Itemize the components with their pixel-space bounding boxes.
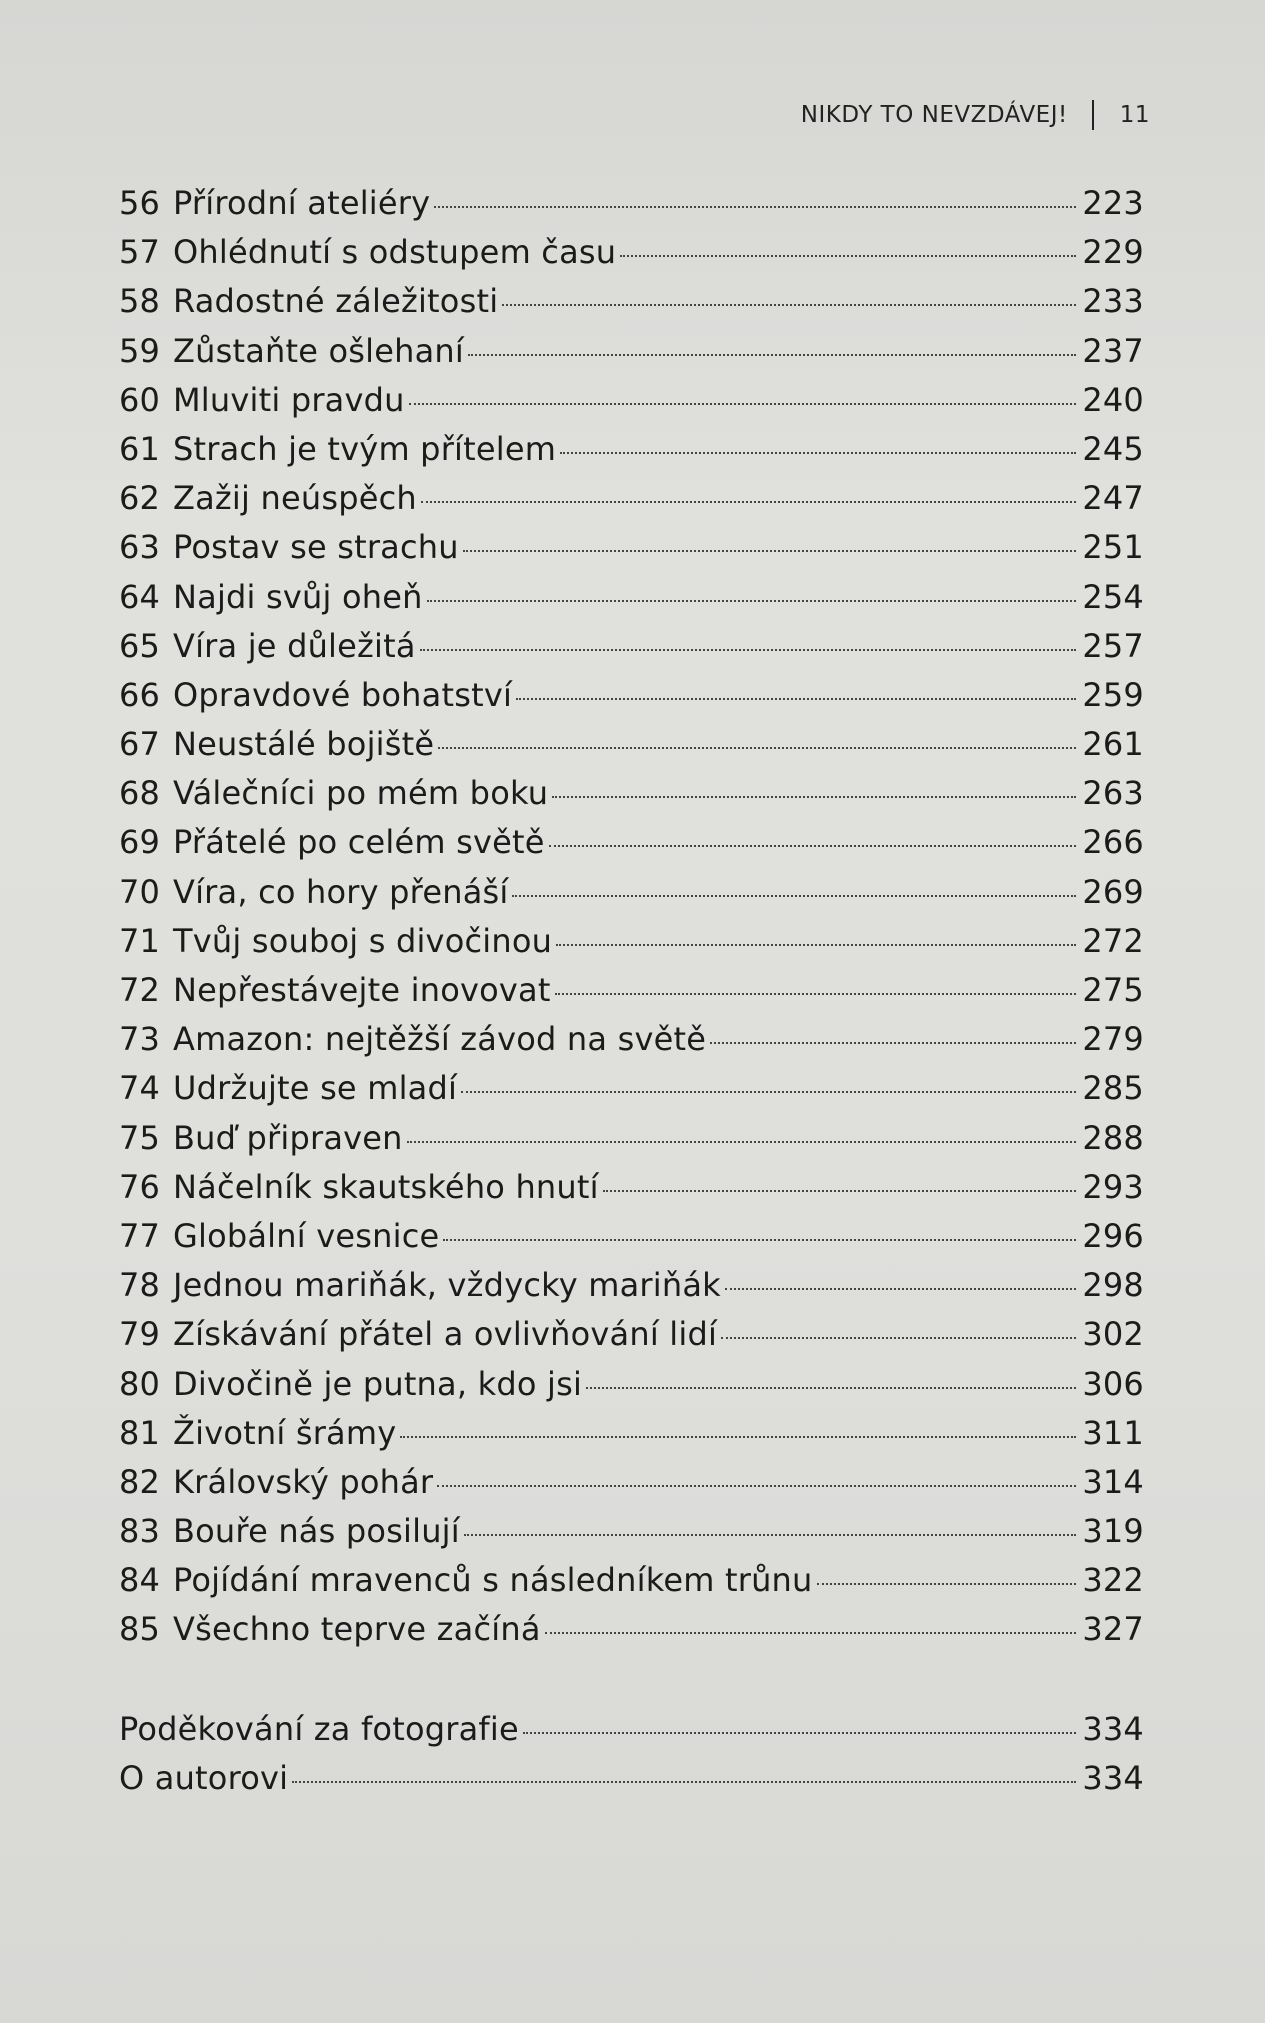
running-title: NIKDY TO NEVZDÁVEJ!: [800, 102, 1068, 128]
toc-entry: [119, 179, 1144, 228]
back-matter-page-number: 334: [1082, 1758, 1144, 1797]
toc-entry: [119, 966, 1144, 1015]
toc-entry: [119, 1458, 1144, 1507]
chapter-title: Opravdové bohatství: [173, 675, 513, 714]
toc-entry: [119, 327, 1144, 376]
toc-entry: [119, 474, 1144, 523]
chapter-page-number: 285: [1082, 1069, 1144, 1108]
chapter-title: Tvůj souboj s divočinou: [173, 921, 553, 960]
chapter-number: 63: [119, 528, 161, 567]
chapter-page-number: 302: [1082, 1315, 1144, 1354]
chapter-page-number: 296: [1082, 1216, 1144, 1255]
toc-entry: [119, 228, 1144, 277]
dot-leader: [464, 1534, 1076, 1536]
chapter-title: Strach je tvým přítelem: [173, 429, 557, 468]
dot-leader: [409, 403, 1077, 405]
chapter-page-number: 254: [1082, 577, 1144, 616]
chapter-title: Víra, co hory přenáší: [173, 872, 509, 911]
chapter-page-number: 245: [1082, 429, 1144, 468]
chapter-title: Udržujte se mladí: [173, 1069, 458, 1108]
dot-leader: [545, 1632, 1077, 1634]
dot-leader: [516, 698, 1076, 700]
dot-leader: [437, 1485, 1076, 1487]
chapter-number: 75: [119, 1118, 161, 1157]
dot-leader: [552, 796, 1076, 798]
dot-leader: [603, 1190, 1077, 1192]
toc-entry: [119, 917, 1144, 966]
chapter-page-number: 279: [1082, 1020, 1144, 1059]
dot-leader: [725, 1288, 1076, 1290]
chapter-title: Amazon: nejtěžší závod na světě: [173, 1020, 707, 1059]
back-matter-title: Poděkování za fotografie: [119, 1709, 519, 1748]
chapter-number: 58: [119, 282, 161, 321]
chapter-title: Víra je důležitá: [173, 626, 416, 665]
chapter-page-number: 233: [1082, 282, 1144, 321]
dot-leader: [463, 550, 1077, 552]
chapter-title: Zažij neúspěch: [173, 479, 417, 518]
dot-leader: [620, 255, 1076, 257]
chapter-title: Přátelé po celém světě: [173, 823, 545, 862]
dot-leader: [586, 1387, 1076, 1389]
dot-leader: [421, 501, 1076, 503]
chapter-page-number: 251: [1082, 528, 1144, 567]
chapter-title: Divočině je putna, kdo jsi: [173, 1364, 583, 1403]
toc-entry: [119, 523, 1144, 572]
toc-entry: [119, 1163, 1144, 1212]
chapter-page-number: 311: [1082, 1413, 1144, 1452]
dot-leader: [292, 1781, 1076, 1783]
dot-leader: [400, 1436, 1076, 1438]
back-matter-entry: [119, 1705, 1144, 1754]
chapter-page-number: 263: [1082, 774, 1144, 813]
toc-entry: [119, 1310, 1144, 1359]
chapter-number: 61: [119, 429, 161, 468]
chapter-title: Postav se strachu: [173, 528, 459, 567]
chapter-page-number: 237: [1082, 331, 1144, 370]
chapter-number: 77: [119, 1216, 161, 1255]
dot-leader: [512, 895, 1076, 897]
chapter-page-number: 272: [1082, 921, 1144, 960]
chapter-page-number: 223: [1082, 184, 1144, 222]
chapter-page-number: 319: [1082, 1512, 1144, 1551]
dot-leader: [710, 1042, 1076, 1044]
chapter-title: Získávání přátel a ovlivňování lidí: [173, 1315, 718, 1354]
chapter-title: Pojídání mravenců s následníkem trůnu: [173, 1561, 813, 1600]
chapter-title: Nepřestávejte inovovat: [173, 971, 551, 1009]
dot-leader: [407, 1141, 1077, 1143]
chapter-page-number: 247: [1082, 479, 1144, 518]
chapter-page-number: 327: [1082, 1610, 1144, 1649]
back-matter-list: [119, 1705, 1144, 1803]
chapter-page-number: 240: [1082, 380, 1144, 419]
toc-entry: [119, 1064, 1144, 1113]
toc-entry: [119, 622, 1144, 671]
chapter-number: 65: [119, 626, 161, 665]
section-gap: [119, 1655, 1144, 1705]
chapter-number: 83: [119, 1512, 161, 1551]
toc-entry: [119, 277, 1144, 326]
chapter-title: Jednou mariňák, vždycky mariňák: [173, 1266, 721, 1305]
chapter-number: 71: [119, 921, 161, 960]
toc-entry: [119, 1261, 1144, 1310]
toc-entry: [119, 573, 1144, 622]
dot-leader: [438, 747, 1076, 749]
table-of-contents: [119, 179, 1144, 1803]
chapter-number: 85: [119, 1610, 161, 1649]
chapter-number: 84: [119, 1561, 161, 1600]
chapter-page-number: 293: [1082, 1167, 1144, 1206]
running-head: [801, 100, 1150, 130]
back-matter-entry: [119, 1754, 1144, 1803]
toc-entry: [119, 1360, 1144, 1409]
chapter-title: Buď připraven: [173, 1118, 403, 1157]
toc-entry: [119, 1114, 1144, 1163]
chapter-number: 72: [119, 971, 161, 1009]
chapter-number: 73: [119, 1020, 161, 1059]
dot-leader: [721, 1337, 1076, 1339]
back-matter-page-number: 334: [1082, 1709, 1144, 1748]
chapter-number: 82: [119, 1462, 161, 1501]
toc-entry: [119, 1507, 1144, 1556]
chapter-number: 60: [119, 380, 161, 419]
chapter-title: Najdi svůj oheň: [173, 577, 423, 616]
chapter-number: 79: [119, 1315, 161, 1354]
toc-entry: [119, 671, 1144, 720]
chapter-number: 67: [119, 725, 161, 764]
toc-entry: [119, 1605, 1144, 1654]
chapter-number: 69: [119, 823, 161, 862]
dot-leader: [434, 206, 1076, 208]
chapter-title: Náčelník skautského hnutí: [173, 1167, 599, 1206]
dot-leader: [420, 649, 1077, 651]
toc-entry: [119, 425, 1144, 474]
chapter-page-number: 314: [1082, 1462, 1144, 1501]
chapter-title: Mluviti pravdu: [173, 380, 405, 419]
chapter-title: Ohlédnutí s odstupem času: [173, 233, 617, 272]
chapter-number: 70: [119, 872, 161, 911]
toc-entry: [119, 769, 1144, 818]
chapter-number: 56: [119, 184, 161, 222]
chapter-page-number: 288: [1082, 1118, 1144, 1157]
toc-entry: [119, 1015, 1144, 1064]
chapter-page-number: 298: [1082, 1266, 1144, 1305]
chapter-number: 76: [119, 1167, 161, 1206]
chapter-number: 78: [119, 1266, 161, 1305]
chapter-number: 81: [119, 1413, 161, 1452]
toc-entry: [119, 1556, 1144, 1605]
toc-entry: [119, 376, 1144, 425]
chapter-title: Bouře nás posilují: [173, 1512, 460, 1551]
chapter-title: Zůstaňte ošlehaní: [173, 331, 465, 370]
chapter-page-number: 306: [1082, 1364, 1144, 1403]
chapter-title: Válečníci po mém boku: [173, 774, 549, 813]
chapter-title: Královský pohár: [173, 1462, 434, 1501]
chapter-page-number: 322: [1082, 1561, 1144, 1600]
dot-leader: [427, 600, 1077, 602]
chapter-title: Přírodní ateliéry: [173, 184, 431, 222]
dot-leader: [468, 354, 1076, 356]
dot-leader: [461, 1091, 1076, 1093]
chapter-title: Neustálé bojiště: [173, 725, 435, 764]
dot-leader: [817, 1583, 1077, 1585]
chapter-page-number: 257: [1082, 626, 1144, 665]
dot-leader: [556, 944, 1076, 946]
chapter-number: 80: [119, 1364, 161, 1403]
chapter-number: 57: [119, 233, 161, 272]
chapter-title: Životní šrámy: [173, 1413, 397, 1452]
chapter-number: 64: [119, 577, 161, 616]
dot-leader: [443, 1239, 1076, 1241]
chapter-page-number: 266: [1082, 823, 1144, 862]
chapter-title: Radostné záležitosti: [173, 282, 499, 321]
dot-leader: [560, 452, 1076, 454]
chapter-page-number: 259: [1082, 675, 1144, 714]
chapter-title: Globální vesnice: [173, 1216, 440, 1255]
dot-leader: [502, 304, 1076, 306]
toc-entry: [119, 1212, 1144, 1261]
chapter-page-number: 229: [1082, 233, 1144, 272]
chapter-title: Všechno teprve začíná: [173, 1610, 541, 1649]
chapter-number: 68: [119, 774, 161, 813]
toc-entry: [119, 1409, 1144, 1458]
dot-leader: [555, 993, 1077, 995]
dot-leader: [523, 1732, 1076, 1734]
toc-entry: [119, 720, 1144, 769]
dot-leader: [549, 845, 1077, 847]
toc-entry: [119, 868, 1144, 917]
back-matter-title: O autorovi: [119, 1758, 289, 1797]
toc-entry: [119, 818, 1144, 867]
chapter-number: 66: [119, 675, 161, 714]
chapter-list: [119, 179, 1144, 1655]
chapter-page-number: 275: [1082, 971, 1144, 1009]
page-number: 11: [1119, 102, 1150, 128]
chapter-page-number: 261: [1082, 725, 1144, 764]
chapter-number: 62: [119, 479, 161, 518]
chapter-number: 59: [119, 331, 161, 370]
header-separator: [1092, 100, 1094, 130]
chapter-number: 74: [119, 1069, 161, 1108]
chapter-page-number: 269: [1082, 872, 1144, 911]
